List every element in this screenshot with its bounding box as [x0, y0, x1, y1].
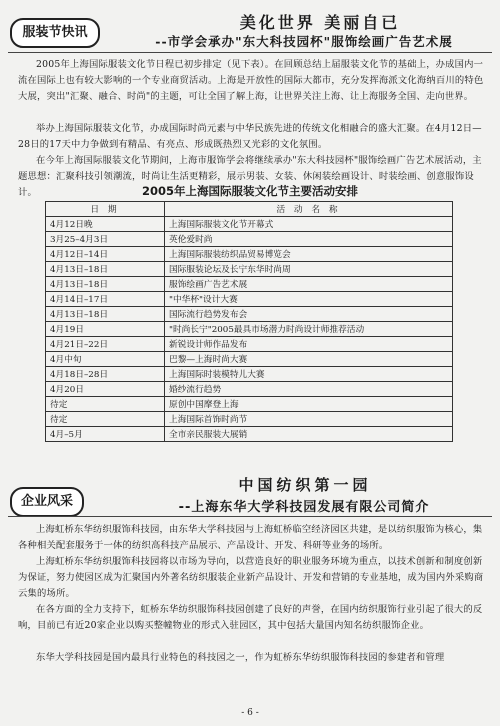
row-event: 新锐设计师作品发布	[165, 337, 453, 352]
table-row	[46, 247, 453, 262]
row-date: 4月–5月	[46, 427, 165, 442]
row-event: "中华杯"设计大赛	[165, 292, 453, 307]
table-row	[46, 307, 453, 322]
article-subtitle: --市学会承办"东大科技园杯"服饰绘画广告艺术展	[155, 34, 453, 49]
table-row	[46, 262, 453, 277]
header-date: 日 期	[46, 202, 165, 217]
row-date: 4月13日–18日	[46, 307, 165, 322]
schedule-table	[45, 201, 453, 442]
table-row	[46, 427, 453, 442]
row-date: 4月20日	[46, 382, 165, 397]
article-paragraph: 在今年上海国际服装文化节期间，上海市服饰学会将继续承办"东大科技园杯"服饰绘画广告艺术展活动，主题思想：汇聚科技引领潮流，时尚让生活更精彩，展示男装、女装、休闲装绘画设计、时装绘画、创意服饰设计。	[18, 155, 482, 198]
table-row	[46, 322, 453, 337]
article-title-2: 中国纺织第一园	[238, 476, 372, 494]
row-event: 上海国际服装文化节开幕式	[165, 217, 453, 232]
row-event: 服饰绘画广告艺术展	[165, 277, 453, 292]
row-date: 4月21日–22日	[46, 337, 165, 352]
row-event: 原创中国摩登上海	[165, 397, 453, 412]
article-paragraph: 在各方面的全力支持下，虹桥东华纺织服饰科技园创建了良好的声誉，在国内纺织服饰行业引起了很大的反响，目前已有近20家企业以购买整幢物业的形式入驻园区，其中包括大量国内知名纺织服饰企业。	[18, 604, 483, 631]
table-row	[46, 292, 453, 307]
row-date: 4月12日–14日	[46, 247, 165, 262]
row-event: 国际流行趋势发布会	[165, 307, 453, 322]
table-row	[46, 217, 453, 232]
article-paragraph: 举办上海国际服装文化节，办成国际时尚元素与中华民族先进的传统文化相融合的盛大汇聚。在4月12日—28日的17天中力争做到有精品、有亮点、形成既热烈又光彩的文化氛围。	[18, 123, 482, 150]
row-date: 4月12日晚	[46, 217, 165, 232]
table-row	[46, 367, 453, 382]
row-date: 待定	[46, 397, 165, 412]
article-paragraph: 上海虹桥东华纺织服饰科技园，由东华大学科技园与上海虹桥临空经济园区共建，是以纺织服饰为核心，集各种相关配套服务于一体的纺织高科技产品展示、产品设计、开发、科研等业务的场所。	[18, 524, 483, 551]
header-event: 活 动 名 称	[165, 202, 453, 217]
article-paragraph: 东华大学科技园是国内最具行业特色的科技园之一，作为虹桥东华纺织服饰科技园的参建者和管理	[36, 652, 445, 663]
table-row	[46, 412, 453, 427]
row-date: 4月13日–18日	[46, 262, 165, 277]
table-row	[46, 337, 453, 352]
article-paragraph: 2005年上海国际服装文化节日程已初步排定（见下表）。在回顾总结上届服装文化节的基础上，办成国内一流在国际上也有较大影响的一个专业商贸活动。上海是开放性的国际大都市，充分发挥海派文化海纳百川的特色大展，突出"汇聚、融合、时尚"的主题，可让全国了解上海，让世界关注上海、让上海服务全国、走向世界。	[18, 59, 484, 102]
table-row	[46, 397, 453, 412]
table-header-row	[46, 202, 453, 217]
row-event: 上海国际时装模特儿大赛	[165, 367, 453, 382]
section-tag-enterprise: 企业风采	[10, 487, 84, 517]
row-event: 英伦爱时尚	[165, 232, 453, 247]
page-number: - 6 -	[241, 708, 259, 718]
row-event: 婚纱流行趋势	[165, 382, 453, 397]
row-date: 4月19日	[46, 322, 165, 337]
table-row	[46, 352, 453, 367]
row-date: 3月25–4月3日	[46, 232, 165, 247]
row-event: 上海国际首饰时尚节	[165, 412, 453, 427]
article-subtitle-2: --上海东华大学科技园发展有限公司简介	[178, 500, 430, 515]
row-date: 4月18日–28日	[46, 367, 165, 382]
row-date: 4月14日–17日	[46, 292, 165, 307]
divider	[8, 516, 492, 517]
row-event: 上海国际服装纺织品贸易博览会	[165, 247, 453, 262]
table-row	[46, 232, 453, 247]
row-event: 巴黎—上海时尚大赛	[165, 352, 453, 367]
article-title: 美化世界 美丽自已	[239, 13, 401, 32]
article-paragraph: 上海虹桥东华纺织服饰科技园将以市场为导向，以营造良好的职业服务环境为重点，以技术创新和制度创新为保证，努力使园区成为汇聚国内外著名纺织服装企业新产品设计、开发和营销的专业基地，成为国内外采购商云集的场所。	[18, 556, 484, 599]
row-date: 待定	[46, 412, 165, 427]
table-row	[46, 382, 453, 397]
row-date: 4月中旬	[46, 352, 165, 367]
row-event: 全市亲民服装大展销	[165, 427, 453, 442]
row-event: "时尚长宁"2005最具市场潜力时尚设计师推荐活动	[165, 322, 453, 337]
row-event: 国际服装论坛及长宁东华时尚周	[165, 262, 453, 277]
section-tag-fashion-news: 服装节快讯	[10, 18, 100, 48]
row-date: 4月13日–18日	[46, 277, 165, 292]
table-row	[46, 277, 453, 292]
divider	[8, 52, 492, 53]
schedule-title: 2005年上海国际服装文化节主要活动安排	[141, 184, 358, 198]
